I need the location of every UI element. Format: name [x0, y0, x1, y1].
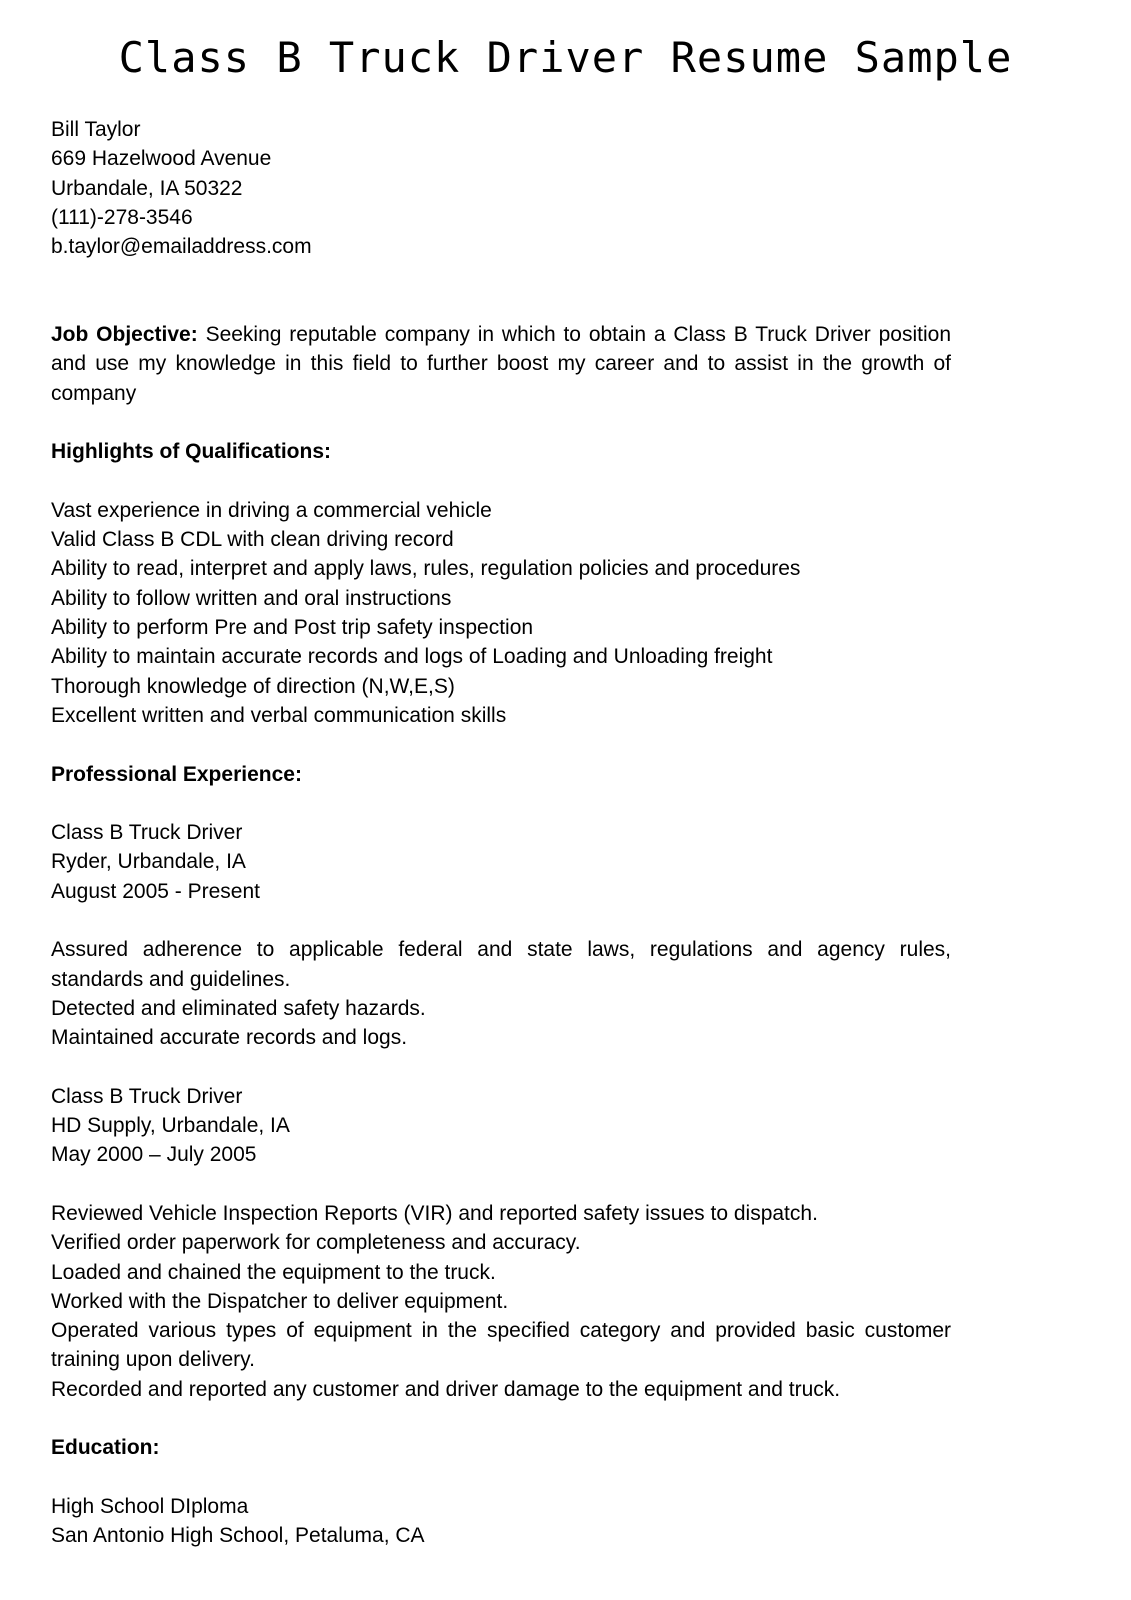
- qualification-item: Ability to follow written and oral instructions: [51, 586, 452, 610]
- job-company: Ryder, Urbandale, IA: [51, 850, 246, 874]
- spacer: [51, 906, 951, 935]
- job-dates: August 2005 - Present: [51, 879, 260, 903]
- contact-email: b.taylor@emailaddress.com: [51, 235, 312, 259]
- education-heading: Education:: [51, 1436, 160, 1460]
- job-duty: Detected and eliminated safety hazards.: [51, 996, 426, 1020]
- spacer: [51, 1463, 951, 1492]
- qualifications-heading: Highlights of Qualifications:: [51, 440, 331, 464]
- qualification-item: Ability to maintain accurate records and logs of Loading and Unloading freight: [51, 645, 773, 669]
- job-entry: [51, 818, 951, 1052]
- job-dates: May 2000 – July 2005: [51, 1143, 257, 1167]
- spacer: [51, 1170, 951, 1199]
- spacer: [51, 1404, 951, 1433]
- spacer: [51, 789, 951, 818]
- objective-text: Seeking reputable company in which to obtain a Class B Truck Driver position and use my knowledge in this field to further boost my career and to assist in the growth of company: [51, 323, 951, 405]
- education-degree: High School DIploma: [51, 1494, 249, 1518]
- contact-city-state-zip: Urbandale, IA 50322: [51, 176, 243, 200]
- resume-body: [51, 115, 951, 1551]
- spacer: [51, 261, 951, 320]
- job-duty: Worked with the Dispatcher to deliver equipment.: [51, 1289, 509, 1313]
- job-duty: Verified order paperwork for completeness and accuracy.: [51, 1231, 581, 1255]
- job-objective: [51, 320, 951, 408]
- spacer: [51, 467, 951, 496]
- qualification-item: Thorough knowledge of direction (N,W,E,S): [51, 674, 455, 698]
- job-duty: Reviewed Vehicle Inspection Reports (VIR) and reported safety issues to dispatch.: [51, 1201, 818, 1225]
- contact-address: 669 Hazelwood Avenue: [51, 147, 272, 171]
- qualification-item: Ability to read, interpret and apply laws, rules, regulation policies and procedures: [51, 557, 801, 581]
- education-school: San Antonio High School, Petaluma, CA: [51, 1524, 425, 1548]
- job-duty: Assured adherence to applicable federal and state laws, regulations and agency rules, standards and guidelines.: [51, 938, 951, 991]
- objective-label: Job Objective:: [51, 323, 198, 347]
- job-duty: Operated various types of equipment in the specified category and provided basic customer training upon delivery.: [51, 1319, 951, 1372]
- qualification-item: Excellent written and verbal communication skills: [51, 703, 507, 727]
- job-duty: Maintained accurate records and logs.: [51, 1026, 408, 1050]
- job-title: Class B Truck Driver: [51, 821, 243, 845]
- qualifications-list: [51, 496, 951, 730]
- job-title: Class B Truck Driver: [51, 1084, 243, 1108]
- spacer: [51, 1053, 951, 1082]
- contact-name: Bill Taylor: [51, 118, 141, 141]
- job-duty: Loaded and chained the equipment to the truck.: [51, 1260, 496, 1284]
- qualification-item: Valid Class B CDL with clean driving record: [51, 528, 454, 552]
- contact-phone: (111)-278-3546: [51, 205, 193, 229]
- document-title: Class B Truck Driver Resume Sample: [118, 33, 1013, 82]
- qualification-item: Vast experience in driving a commercial vehicle: [51, 498, 492, 522]
- qualification-item: Ability to perform Pre and Post trip safety inspection: [51, 616, 534, 640]
- job-duty: Recorded and reported any customer and driver damage to the equipment and truck.: [51, 1377, 841, 1401]
- contact-block: [51, 115, 951, 261]
- job-company: HD Supply, Urbandale, IA: [51, 1114, 290, 1138]
- spacer: [51, 730, 951, 759]
- job-entry: [51, 1082, 951, 1404]
- experience-heading: Professional Experience:: [51, 762, 302, 786]
- spacer: [51, 408, 951, 437]
